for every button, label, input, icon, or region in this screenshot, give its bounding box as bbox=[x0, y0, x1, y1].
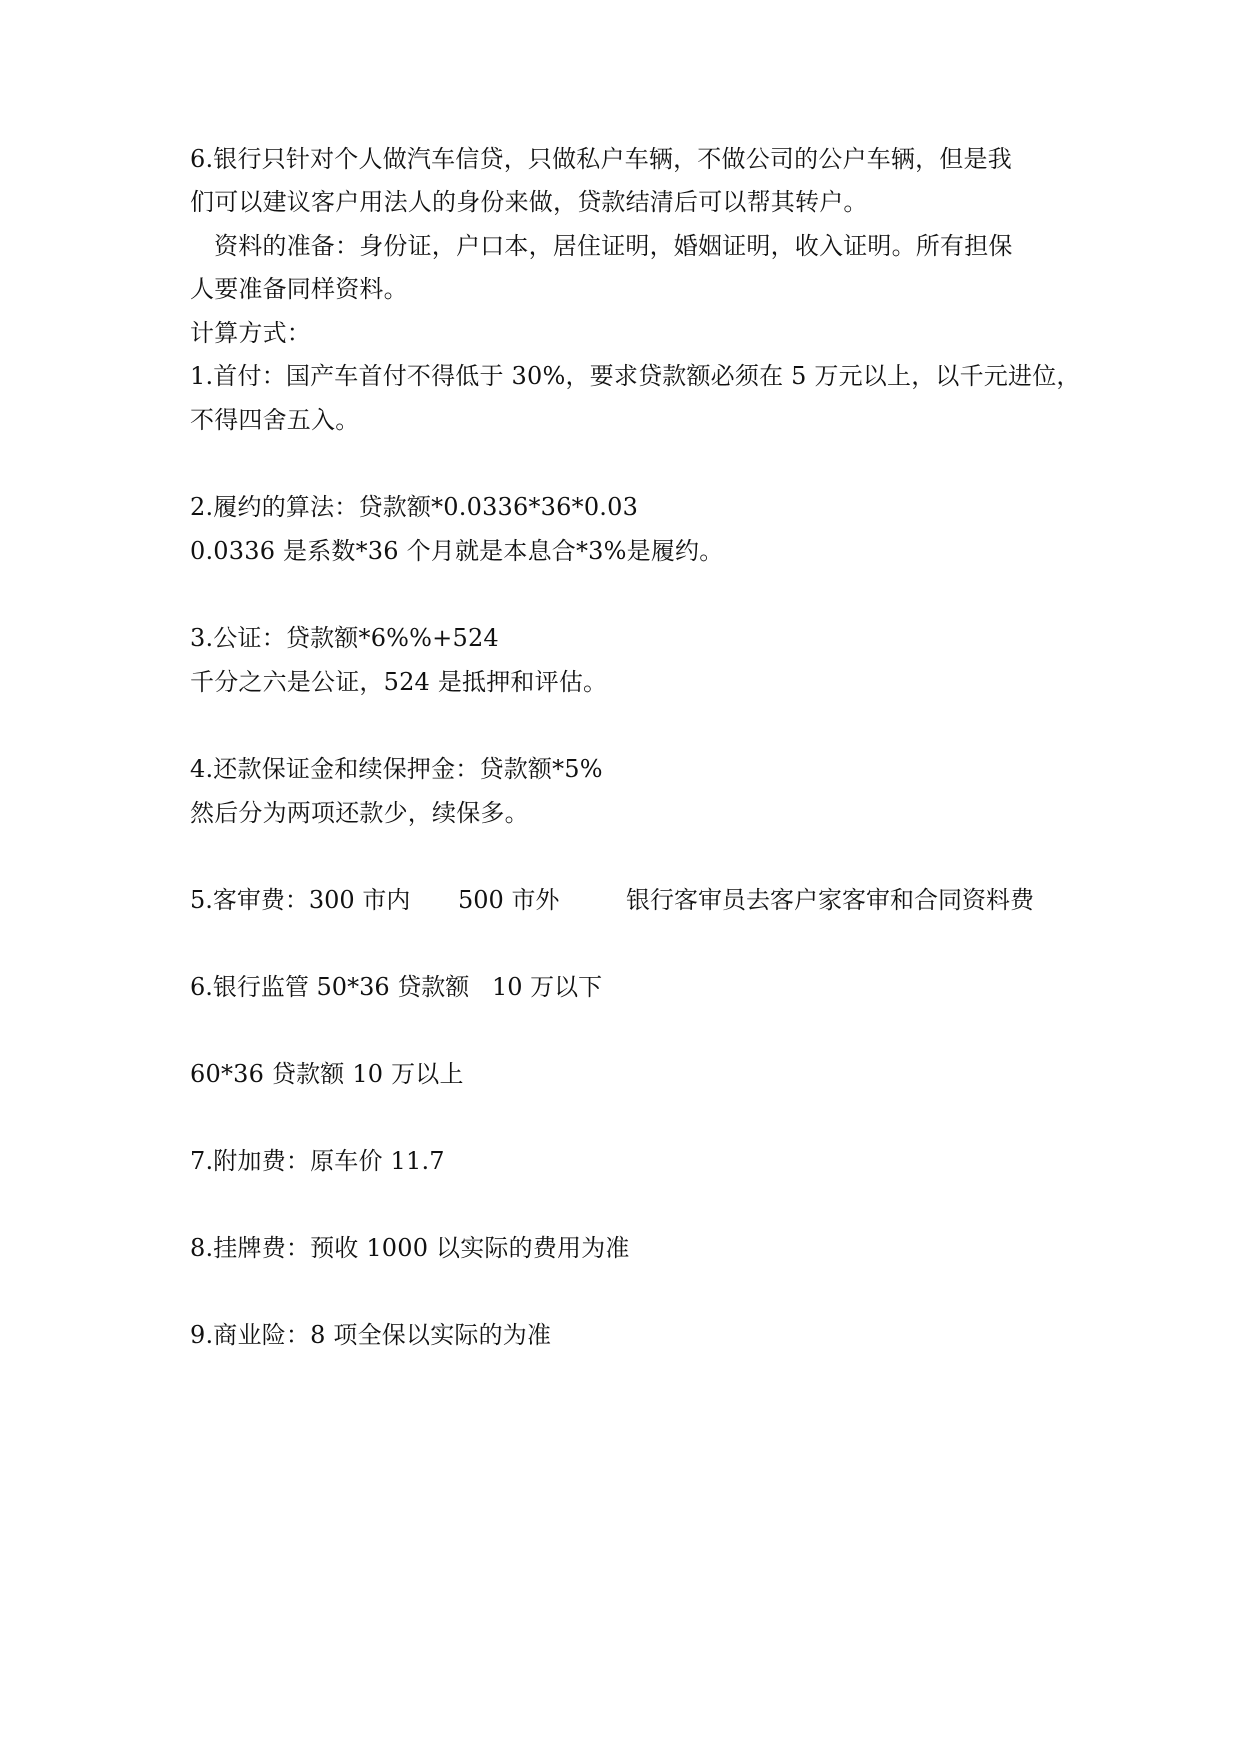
down-payment-line-1: 1.首付：国产车首付不得低于 30%，要求贷款额必须在 5 万元以上，以千元进位， bbox=[190, 362, 1081, 390]
down-payment-line-2: 不得四舍五入。 bbox=[190, 406, 360, 434]
supervision-line-2: 60*36 贷款额 10 万以上 bbox=[190, 1060, 464, 1088]
supervision-line-1: 6.银行监管 50*36 贷款额 bbox=[190, 973, 470, 1001]
performance-line-2: 0.0336 是系数*36 个月就是本息合*3%是履约。 bbox=[190, 537, 724, 565]
deposit-line-1: 4.还款保证金和续保押金：贷款额*5% bbox=[190, 755, 603, 783]
notary-line-2: 千分之六是公证，524 是抵押和评估。 bbox=[190, 668, 608, 696]
performance-line-1: 2.履约的算法：贷款额*0.0336*36*0.03 bbox=[190, 493, 639, 521]
intro-line-2: 们可以建议客户用法人的身份来做，贷款结清后可以帮其转户。 bbox=[190, 188, 868, 216]
materials-line-1: 资料的准备：身份证，户口本，居住证明，婚姻证明，收入证明。所有担保 bbox=[214, 232, 1013, 260]
materials-line-2: 人要准备同样资料。 bbox=[190, 275, 408, 303]
deposit-line-2: 然后分为两项还款少，续保多。 bbox=[190, 799, 529, 827]
notary-line-1: 3.公证：贷款额*6%%+524 bbox=[190, 624, 499, 652]
calculation-heading: 计算方式： bbox=[190, 319, 311, 347]
intro-line-1: 6.银行只针对个人做汽车信贷，只做私户车辆，不做公司的公户车辆，但是我 bbox=[190, 145, 1012, 173]
insurance-line: 9.商业险：8 项全保以实际的为准 bbox=[190, 1321, 552, 1349]
surcharge-line: 7.附加费：原车价 11.7 bbox=[190, 1147, 445, 1175]
supervision-threshold-below: 10 万以下 bbox=[492, 973, 603, 1001]
audit-fee-label: 5.客审费：300 市内 bbox=[190, 886, 411, 914]
plate-fee-line: 8.挂牌费：预收 1000 以实际的费用为准 bbox=[190, 1234, 630, 1262]
audit-fee-outside: 500 市外 bbox=[458, 886, 560, 914]
audit-fee-description: 银行客审员去客户家客审和合同资料费 bbox=[626, 886, 1034, 914]
